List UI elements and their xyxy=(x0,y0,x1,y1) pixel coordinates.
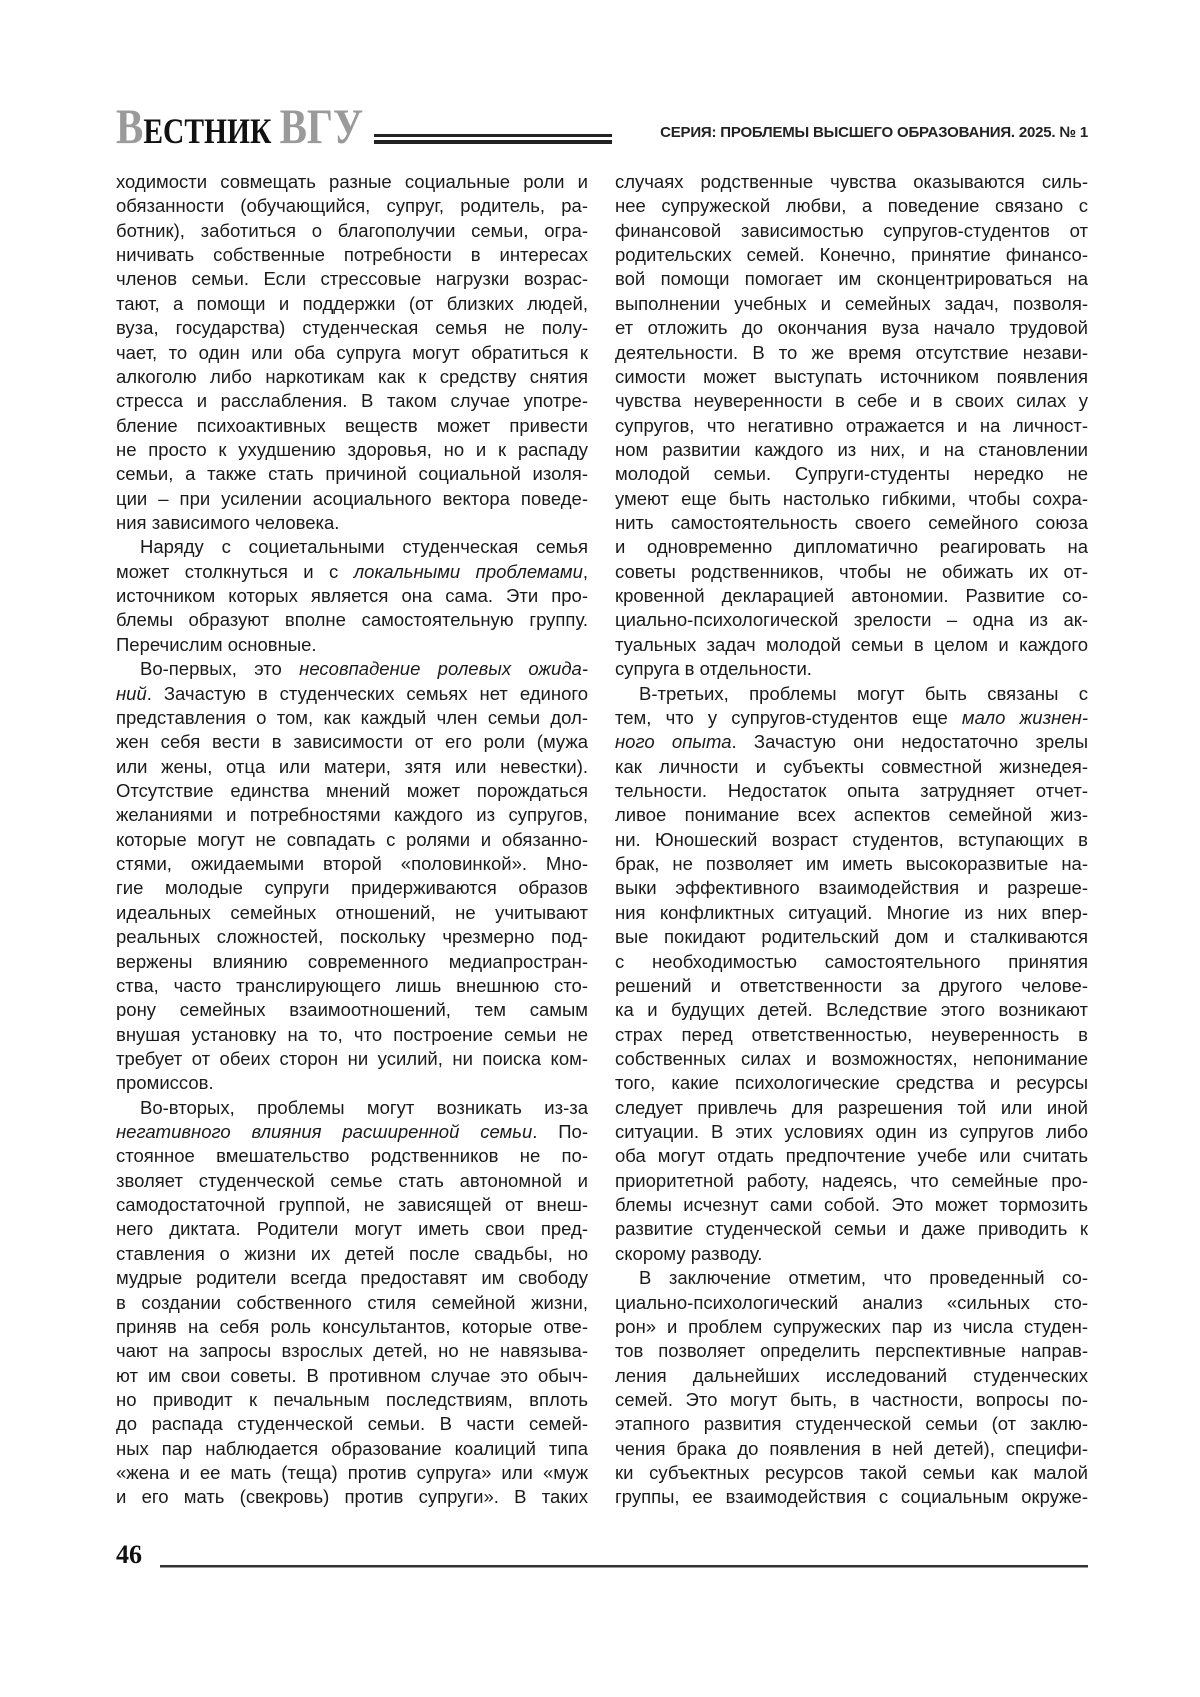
text-line xyxy=(615,487,1088,511)
line-text: решений и ответственности за другого челове- xyxy=(615,975,1088,996)
text-line xyxy=(116,682,588,706)
line-text: нить самостоятельность своего семейного союза xyxy=(615,512,1088,533)
text-line xyxy=(615,974,1088,998)
line-text: того, какие психологические средства и ресурсы xyxy=(615,1072,1088,1093)
line-text: циально-психологический анализ «сильных сто- xyxy=(615,1292,1088,1313)
line-text: туальных задач молодой семьи в целом и каждого xyxy=(615,634,1088,655)
text-line xyxy=(615,1412,1088,1436)
line-text: ления дальнейших исследований студенческих xyxy=(615,1365,1088,1386)
text-line xyxy=(116,462,588,486)
text-line xyxy=(615,1047,1088,1071)
text-line xyxy=(116,1217,588,1241)
text-line xyxy=(615,1023,1088,1047)
text-line xyxy=(116,194,588,218)
line-text: группы, ее взаимодействия с социальным окруже- xyxy=(615,1486,1088,1507)
text-line xyxy=(615,584,1088,608)
line-text: не просто к ухудшению здоровья, но и к распаду xyxy=(116,439,588,460)
line-text: обязанности (обучающийся, супруг, родитель, ра- xyxy=(116,195,588,216)
text-line xyxy=(615,341,1088,365)
line-text: семьи, а также стать причиной социальной изоля- xyxy=(116,463,588,484)
line-text: вержены влиянию современного медиапростран- xyxy=(116,951,588,972)
line-text: вой помощи помогает им сконцентрироваться на xyxy=(615,268,1088,289)
text-line xyxy=(116,341,588,365)
text-line xyxy=(116,1047,588,1071)
text-line xyxy=(116,974,588,998)
line-text: В заключение отметим, что проведенный со- xyxy=(639,1267,1088,1288)
line-text: ции – при усилении асоциального вектора поведе- xyxy=(116,488,588,509)
line-text: с необходимостью самостоятельного принятия xyxy=(615,951,1088,972)
text-line xyxy=(615,511,1088,535)
line-text: циально-психологической зрелости – одна из ак- xyxy=(615,609,1088,630)
line-text: вуза, государства) студенческая семья не полу- xyxy=(116,317,588,338)
text-line xyxy=(615,1339,1088,1363)
line-text: тов позволяет определить перспективные направ- xyxy=(615,1340,1088,1361)
text-line xyxy=(116,243,588,267)
text-line xyxy=(116,1242,588,1266)
text-line xyxy=(615,706,1088,730)
line-text: симости может выступать источником появления xyxy=(615,366,1088,387)
text-line xyxy=(615,876,1088,900)
text-line xyxy=(615,535,1088,559)
text-line xyxy=(615,292,1088,316)
text-line xyxy=(116,755,588,779)
line-text: умеют еще быть настолько гибкими, чтобы сохра- xyxy=(615,488,1088,509)
text-line xyxy=(116,998,588,1022)
text-line xyxy=(615,1071,1088,1095)
text-line xyxy=(615,682,1088,706)
text-line xyxy=(615,633,1088,657)
line-text: Во-первых, это xyxy=(140,658,299,679)
text-line xyxy=(116,1144,588,1168)
line-text: но приводит к печальным последствиям, вплоть xyxy=(116,1389,588,1410)
text-line xyxy=(116,316,588,340)
text-line xyxy=(615,365,1088,389)
line-text: кровенной декларацией автономии. Развитие со- xyxy=(615,585,1088,606)
text-line xyxy=(615,803,1088,827)
line-text: деятельности. В то же время отсутствие незави- xyxy=(615,342,1088,363)
line-text: чувства неуверенности в себе и в своих силах у xyxy=(615,390,1088,411)
text-line xyxy=(615,1388,1088,1412)
line-text: блемы образуют вполне самостоятельную группу. xyxy=(116,609,588,630)
italic-term: негативного влияния расширенной семьи xyxy=(116,1121,532,1142)
line-text: ных пар наблюдается образование коалиций типа xyxy=(116,1438,588,1459)
line-text: рону семейных взаимоотношений, тем самым xyxy=(116,999,588,1020)
text-line xyxy=(116,560,588,584)
line-text: может столкнуться и с xyxy=(116,561,354,582)
text-line xyxy=(615,779,1088,803)
text-line xyxy=(615,243,1088,267)
line-text: ситуации. В этих условиях один из супругов либо xyxy=(615,1121,1088,1142)
text-line xyxy=(116,267,588,291)
text-line xyxy=(615,389,1088,413)
line-text: Наряду с социетальными студенческая семья xyxy=(140,536,588,557)
text-line xyxy=(615,1096,1088,1120)
line-text: . Зачастую в студенческих семьях нет единого xyxy=(147,683,588,704)
text-line xyxy=(615,1364,1088,1388)
text-line xyxy=(615,755,1088,779)
line-text: страх перед ответственностью, неуверенность в xyxy=(615,1024,1088,1045)
text-line xyxy=(116,1485,588,1509)
logo-word: ЕСТНИК xyxy=(143,111,271,151)
text-line xyxy=(615,608,1088,632)
line-text: случаях родственные чувства оказываются силь- xyxy=(615,171,1088,192)
line-text: тем, что у супругов-студентов еще xyxy=(615,707,962,728)
text-line xyxy=(116,706,588,730)
line-text: чает, то один или оба супруга могут обратиться к xyxy=(116,342,588,363)
line-text: стями, ожидаемыми второй «половинкой». Мно- xyxy=(116,853,588,874)
line-text: в создании собственного стиля семейной жизни, xyxy=(116,1292,588,1313)
line-text: ни. Юношеский возраст студентов, вступающих в xyxy=(615,829,1088,850)
line-text: и его мать (свекровь) против супруги». В таких xyxy=(116,1486,588,1507)
line-text: мудрые родители всегда предоставят им свободу xyxy=(116,1267,588,1288)
line-text: оба могут отдать предпочтение учебе или считать xyxy=(615,1145,1088,1166)
text-line xyxy=(116,1388,588,1412)
line-text: внушая установку на то, что построение семьи не xyxy=(116,1024,588,1045)
line-text: как личности и субъекты совместной жизнедея- xyxy=(615,756,1088,777)
logo-initial: В xyxy=(116,98,143,154)
text-line xyxy=(615,1266,1088,1290)
text-line xyxy=(116,608,588,632)
line-text: ния конфликтных ситуаций. Многие из них впер- xyxy=(615,902,1088,923)
text-line xyxy=(615,828,1088,852)
line-text: . По- xyxy=(532,1121,588,1142)
line-text: выки эффективного взаимодействия и разреше- xyxy=(615,877,1088,898)
line-text: блемы исчезнут сами собой. Это может тормозить xyxy=(615,1194,1088,1215)
text-line xyxy=(615,316,1088,340)
text-line xyxy=(615,901,1088,925)
line-text: промиссов. xyxy=(116,1072,214,1093)
line-text: нее супружеской любви, а поведение связано с xyxy=(615,195,1088,216)
line-text: источником которых является она сама. Эти про- xyxy=(116,585,588,606)
text-line xyxy=(615,1485,1088,1509)
page-number: 46 xyxy=(116,1540,142,1570)
text-line xyxy=(116,633,588,657)
text-line xyxy=(116,1096,588,1120)
line-text: ства, часто транслирующего лишь внешнюю сто- xyxy=(116,975,588,996)
text-line xyxy=(116,1412,588,1436)
text-line xyxy=(116,292,588,316)
text-line xyxy=(116,1120,588,1144)
line-text: ходимости совмещать разные социальные роли и xyxy=(116,171,588,192)
text-line xyxy=(116,730,588,754)
text-line xyxy=(116,1315,588,1339)
line-text: зволяет студенческой семье стать автономной и xyxy=(116,1170,588,1191)
line-text: самодостаточной группой, не зависящей от внеш- xyxy=(116,1194,588,1215)
line-text: гие молодые супруги придерживаются образов xyxy=(116,877,588,898)
line-text: реальных сложностей, поскольку чрезмерно под- xyxy=(116,926,588,947)
line-text: тельности. Недостаток опыта затрудняет отчет- xyxy=(615,780,1088,801)
line-text: ставления о жизни их детей после свадьбы, но xyxy=(116,1243,588,1264)
running-header xyxy=(116,104,1088,148)
line-text: родительских семей. Конечно, принятие финансо- xyxy=(615,244,1088,265)
text-line xyxy=(615,950,1088,974)
line-text: ет отложить до окончания вуза начало трудовой xyxy=(615,317,1088,338)
text-line xyxy=(116,657,588,681)
text-line xyxy=(615,1144,1088,1168)
text-line xyxy=(116,852,588,876)
journal-logo xyxy=(116,104,363,161)
series-title: СЕРИЯ: ПРОБЛЕМЫ ВЫСШЕГО ОБРАЗОВАНИЯ. 2025. № 1 xyxy=(660,124,1088,141)
text-line xyxy=(116,487,588,511)
line-text: супругов, что негативно отражается и на личност- xyxy=(615,415,1088,436)
text-line xyxy=(116,925,588,949)
line-text: стресса и расслабления. В таком случае употре- xyxy=(116,390,588,411)
line-text: или жены, отца или матери, зятя или невестки). xyxy=(116,756,588,777)
text-line xyxy=(116,803,588,827)
line-text: этапного развития студенческой семьи (от заклю- xyxy=(615,1413,1088,1434)
text-line xyxy=(615,560,1088,584)
line-text: ливое понимание всех аспектов семейной жиз- xyxy=(615,804,1088,825)
line-text: тают, а помощи и поддержки (от близких людей, xyxy=(116,293,588,314)
text-line xyxy=(116,1193,588,1217)
text-line xyxy=(615,438,1088,462)
text-line xyxy=(615,925,1088,949)
line-text: Перечислим основные. xyxy=(116,634,317,655)
line-text: желаниями и потребностями каждого из супругов, xyxy=(116,804,588,825)
text-line xyxy=(615,414,1088,438)
line-text: развитие студенческой семьи и даже приводить к xyxy=(615,1218,1088,1239)
text-line xyxy=(116,170,588,194)
italic-term: мало жизнен- xyxy=(962,707,1088,728)
text-line xyxy=(116,535,588,559)
text-line xyxy=(615,1193,1088,1217)
text-line xyxy=(615,219,1088,243)
text-line xyxy=(615,1315,1088,1339)
text-line xyxy=(116,511,588,535)
line-text: выполнении учебных и семейных задач, позволя- xyxy=(615,293,1088,314)
italic-term: ний xyxy=(116,683,147,704)
line-text: приняв на себя роль консультантов, которые отве- xyxy=(116,1316,588,1337)
line-text: советы родственников, чтобы не обижать их от- xyxy=(615,561,1088,582)
text-line xyxy=(615,1437,1088,1461)
text-line xyxy=(615,1461,1088,1485)
text-line xyxy=(116,1023,588,1047)
line-text: ном развитии каждого из них, и на становлении xyxy=(615,439,1088,460)
line-text: стоянное вмешательство родственников не по- xyxy=(116,1145,588,1166)
line-text: ботник), заботиться о благополучии семьи, огра- xyxy=(116,220,588,241)
line-text: . Зачастую они недостаточно зрелы xyxy=(732,731,1088,752)
line-text: чают на запросы взрослых детей, но не навязыва- xyxy=(116,1340,588,1361)
line-text: приоритетной работу, надеясь, что семейные про- xyxy=(615,1170,1088,1191)
text-line xyxy=(116,365,588,389)
text-line xyxy=(615,1242,1088,1266)
text-line xyxy=(615,1120,1088,1144)
text-line xyxy=(615,267,1088,291)
line-text: молодой семьи. Супруги-студенты нередко не xyxy=(615,463,1088,484)
line-text: которые могут не совпадать с ролями и обязанно- xyxy=(116,829,588,850)
line-text: алкоголю либо наркотикам как к средству снятия xyxy=(116,366,588,387)
line-text: членов семьи. Если стрессовые нагрузки возрас- xyxy=(116,268,588,289)
text-line xyxy=(116,389,588,413)
line-text: скорому разводу. xyxy=(615,1243,762,1264)
line-text: следует привлечь для разрешения той или иной xyxy=(615,1097,1088,1118)
line-text: семей. Это могут быть, в частности, вопросы по- xyxy=(615,1389,1088,1410)
text-line xyxy=(116,1437,588,1461)
text-line xyxy=(116,584,588,608)
footer-rule xyxy=(160,1565,1088,1567)
text-line xyxy=(615,998,1088,1022)
line-text: супруга в отдельности. xyxy=(615,658,812,679)
line-text: до распада студенческой семьи. В части семей- xyxy=(116,1413,588,1434)
header-rule xyxy=(374,134,612,143)
text-line xyxy=(116,1071,588,1095)
line-text: представления о том, как каждый член семьи дол- xyxy=(116,707,588,728)
line-text: вые покидают родительский дом и сталкиваются xyxy=(615,926,1088,947)
line-text: финансовой зависимостью супругов-студентов от xyxy=(615,220,1088,241)
text-line xyxy=(615,194,1088,218)
line-text: ют им свои советы. В противном случае это обыч- xyxy=(116,1365,588,1386)
text-line xyxy=(116,950,588,974)
text-line xyxy=(615,730,1088,754)
text-line xyxy=(615,462,1088,486)
text-line xyxy=(116,876,588,900)
line-text: ния зависимого человека. xyxy=(116,512,339,533)
text-line xyxy=(116,414,588,438)
line-text: брак, не позволяет им иметь высокоразвитые на- xyxy=(615,853,1088,874)
italic-term: ного опыта xyxy=(615,731,732,752)
line-text: собственных силах и возможностях, непонимание xyxy=(615,1048,1088,1069)
text-line xyxy=(116,1169,588,1193)
text-line xyxy=(615,852,1088,876)
italic-term: несовпадение ролевых ожида- xyxy=(299,658,588,679)
line-text: «жена и ее мать (теща) против супруга» или «муж xyxy=(116,1462,588,1483)
line-text: жен себя вести в зависимости от его роли (мужа xyxy=(116,731,588,752)
line-text: чения брака до появления в ней детей), специфи- xyxy=(615,1438,1088,1459)
text-line xyxy=(116,1364,588,1388)
text-line xyxy=(615,1217,1088,1241)
text-line xyxy=(116,1339,588,1363)
text-line xyxy=(116,219,588,243)
line-text: бление психоактивных веществ может привести xyxy=(116,415,588,436)
line-text: и одновременно дипломатично реагировать на xyxy=(615,536,1088,557)
line-text: требует от обеих сторон ни усилий, ни поиска ком- xyxy=(116,1048,588,1069)
text-line xyxy=(615,1291,1088,1315)
text-line xyxy=(116,438,588,462)
line-text: идеальных семейных отношений, не учитывают xyxy=(116,902,588,923)
text-line xyxy=(116,1461,588,1485)
text-line xyxy=(615,170,1088,194)
line-text: , xyxy=(583,561,588,582)
text-column-right xyxy=(615,170,1088,1510)
line-text: В-третьих, проблемы могут быть связаны с xyxy=(639,683,1088,704)
text-column-left xyxy=(116,170,588,1510)
line-text: ка и будущих детей. Вследствие этого возникают xyxy=(615,999,1088,1020)
text-line xyxy=(615,657,1088,681)
line-text: Во-вторых, проблемы могут возникать из-за xyxy=(140,1097,588,1118)
italic-term: локальными проблемами xyxy=(354,561,583,582)
text-line xyxy=(116,1266,588,1290)
line-text: рон» и проблем супружеских пар из числа студен- xyxy=(615,1316,1088,1337)
text-line xyxy=(116,901,588,925)
text-line xyxy=(116,1291,588,1315)
text-line xyxy=(116,779,588,803)
line-text: ки субъектных ресурсов такой семьи как малой xyxy=(615,1462,1088,1483)
line-text: него диктата. Родители могут иметь свои пред- xyxy=(116,1218,588,1239)
text-line xyxy=(116,828,588,852)
text-line xyxy=(615,1169,1088,1193)
line-text: ничивать собственные потребности в интересах xyxy=(116,244,588,265)
logo-vgu: ВГУ xyxy=(280,98,364,154)
line-text: Отсутствие единства мнений может порождаться xyxy=(116,780,588,801)
